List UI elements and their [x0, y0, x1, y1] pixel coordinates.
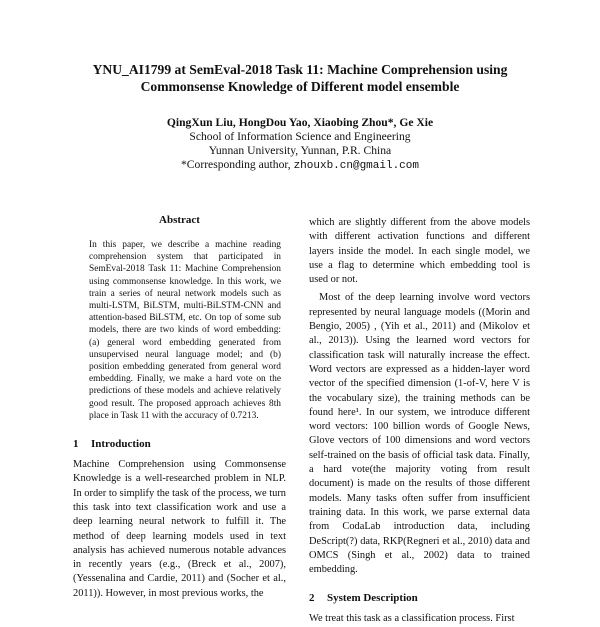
affiliation-line-2: Yunnan University, Yunnan, P.R. China	[208, 144, 392, 157]
title-line-1: YNU_AI1799 at SemEval-2018 Task 11: Machine Comprehension using	[92, 62, 508, 77]
affiliation-line-1: School of Information Science and Engineering	[189, 130, 411, 143]
introduction-heading	[73, 437, 286, 451]
right-paragraph-1: which are slightly different from the above models with different activation functions and different layers inside the model. In each single model, we use a flag to determine which embedding tool is used or not.	[309, 217, 530, 286]
left-column	[73, 213, 286, 601]
corresponding-author	[40, 158, 560, 173]
abstract-text: In this paper, we describe a machine reading comprehension system that participated in SemEval-2018 Task 11: Machine Comprehension using commonsense knowledge. In this work, we train a series of neural network models such as multi-LSTM, BiLSTM, multi-BiLSTM-CNN and attention-based BiLSTM, etc. On top of some sub models, there are two kinds of word embedding: (a) general word embedding generated from unsupervised neural language model; and (b) position embedding generated from general word embedding. Finally, we make a hard vote on the predictions of these models and achieve relatively good result. The proposed approach achieves 8th place in Task 11 with the accuracy of 0.7213.	[89, 240, 281, 421]
system-description-text: We treat this task as a classification process. First	[309, 613, 515, 625]
system-description-heading	[309, 591, 530, 605]
author-names: QingXun Liu, HongDou Yao, Xiaobing Zhou*, Ge Xie	[166, 116, 434, 129]
introduction-title: Introduction	[91, 438, 151, 451]
corresponding-prefix: *Corresponding author,	[181, 158, 294, 171]
paper-title	[40, 61, 560, 95]
author-block	[40, 116, 560, 173]
introduction-number: 1	[73, 438, 79, 451]
introduction-text: Machine Comprehension using Commonsense Knowledge is a well-researched problem in NLP. In order to simplify the task of the process, we turn this task into text classification work and use a deep learning neural network to fulfill it. The method of deep learning models used in text analysis has achieved numerous notable advances in recently years (e.g., (Breck et al., 2007), (Yessenalina and Cardie, 2011) and (Socher et al., 2011)). However, in most previous works, the	[73, 459, 286, 599]
right-column	[309, 216, 530, 627]
corresponding-email: zhouxb.cn@gmail.com	[293, 160, 419, 172]
abstract-heading: Abstract	[159, 214, 200, 226]
right-paragraph-2: Most of the deep learning involve word vectors represented by neural language models ((Morin and Bengio, 2005) , (Yih et al., 2011) and (Mikolov et al., 2013)). Using the learned word vectors for classification task will naturally increase the effect. Word vectors are expressed as a hidden-layer word vector of the specified dimension (1-of-V, here V is the vocabulary size), the training methods can be found here¹. In our system, we introduce different word vectors: 100 billion words of Google News, Glove vectors of 100 dimensions and word vectors self-trained on the basis of official task data. Finally, a hard vote(the majority voting from result document) is made on the results of those different models. Many tasks often suffer from insufficient training data. In this work, we parse external data from CodaLab introduction data, including DeScript(?) data, RKP(Regneri et al., 2010) data and OMCS (Singh et al., 2002) data to trained embedding.	[309, 292, 530, 576]
system-description-number: 2	[309, 592, 315, 605]
title-line-2: Commonsense Knowledge of Different model ensemble	[140, 79, 460, 94]
system-description-title: System Description	[327, 592, 418, 605]
